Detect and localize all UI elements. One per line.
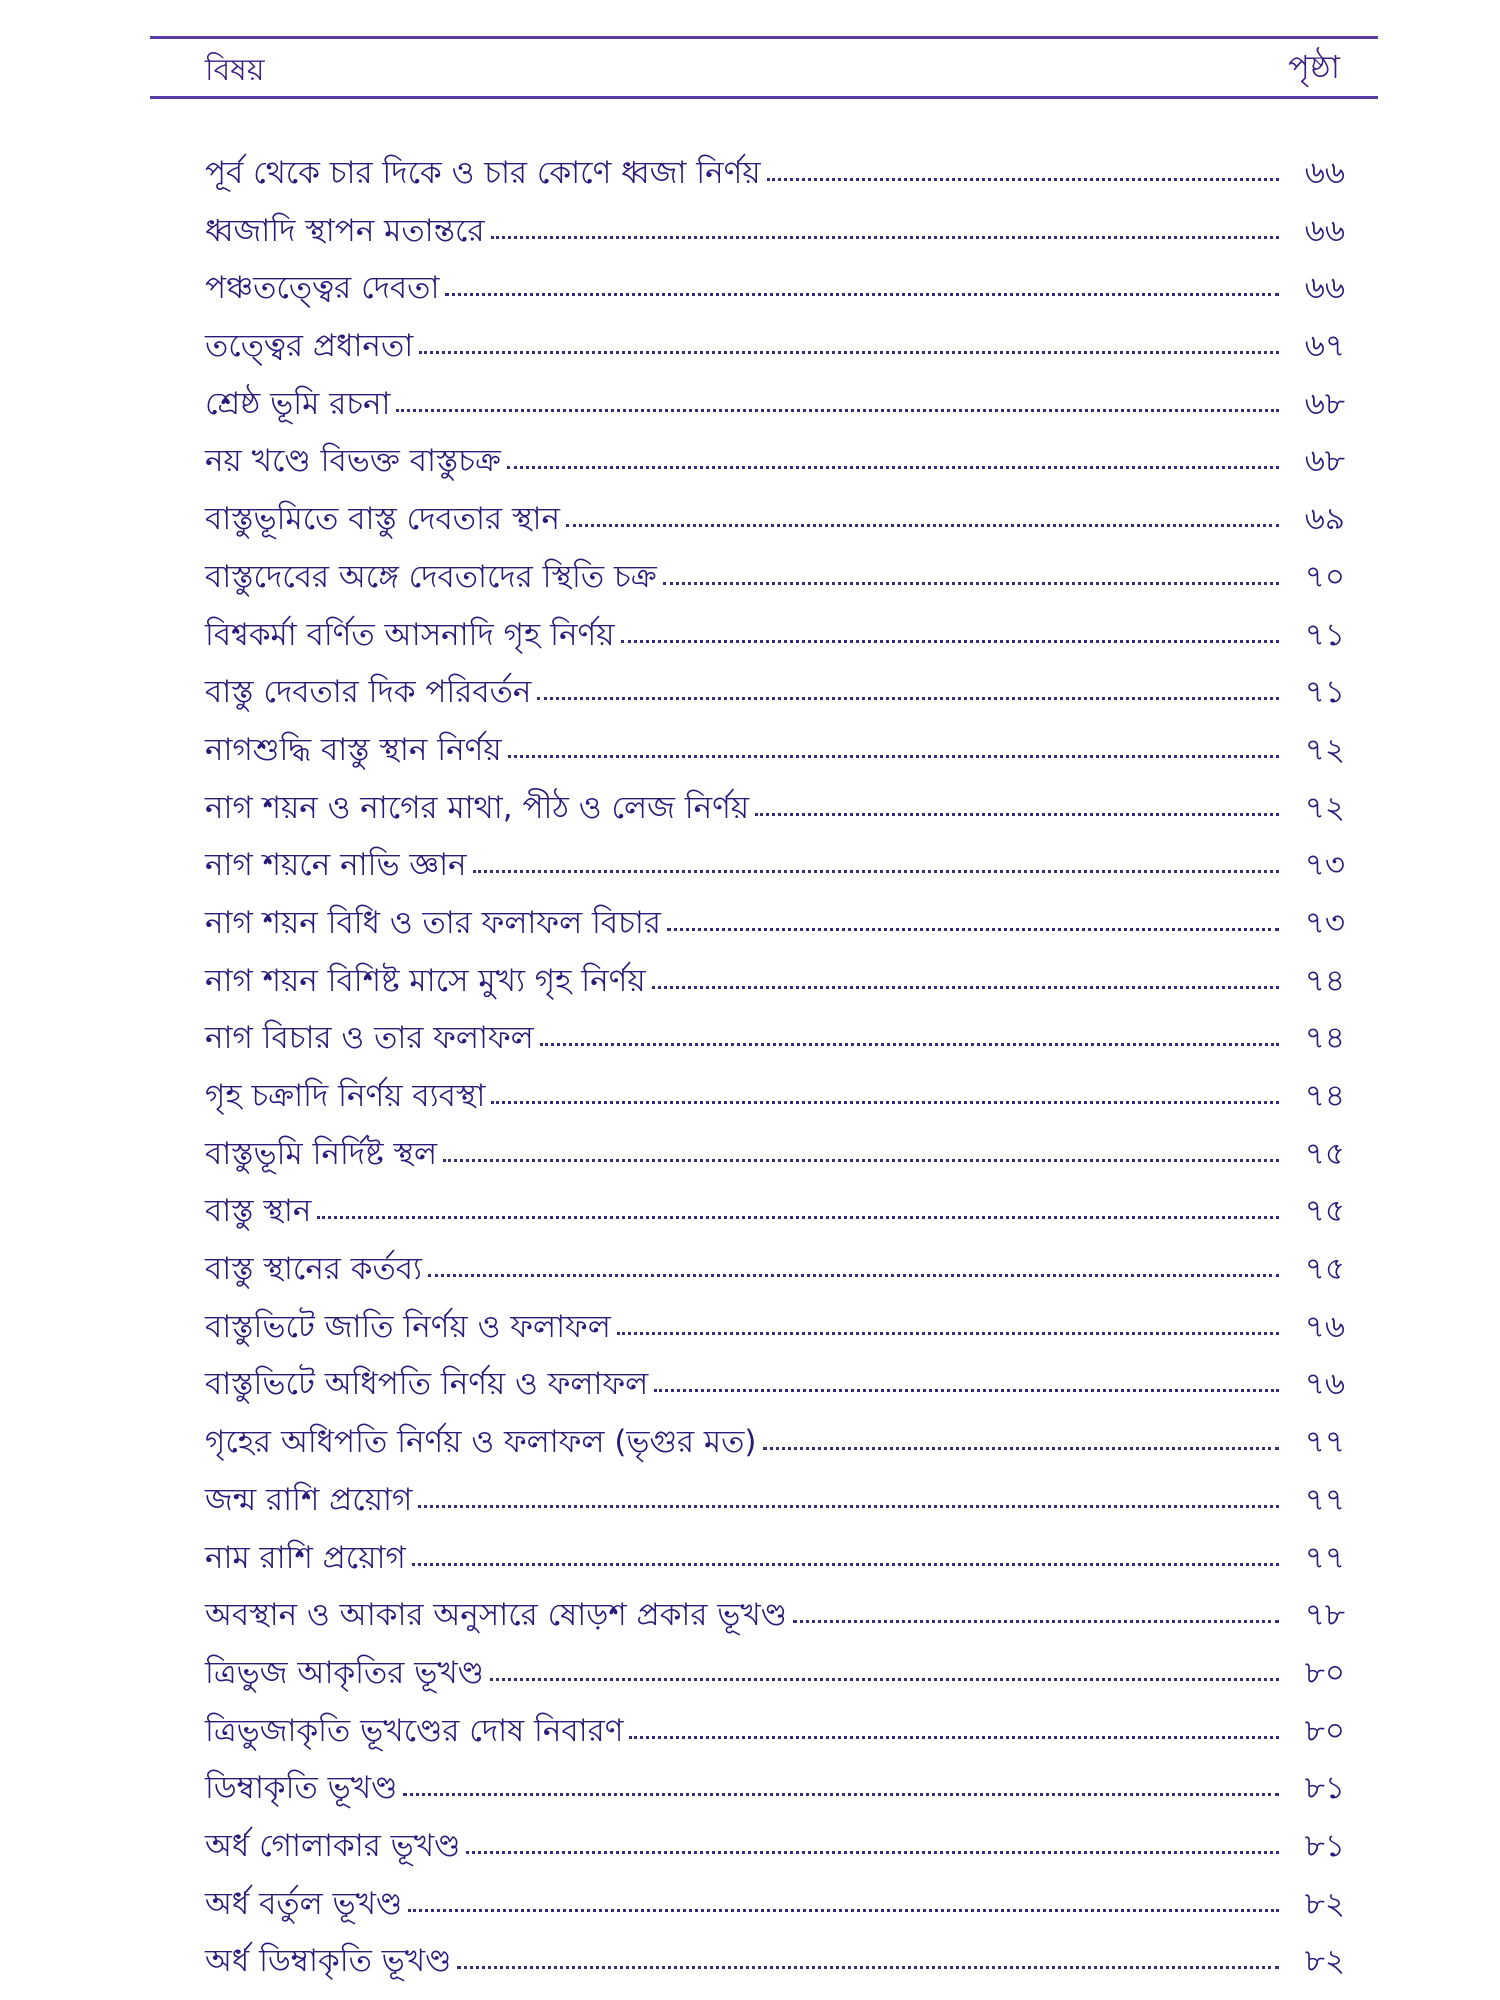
toc-entry [205,491,1345,549]
toc-entry-page: ৮১ [1304,1770,1345,1807]
toc-entry-page: ৭৭ [1304,1539,1345,1576]
toc-entry-page: ৭২ [1304,731,1345,768]
dot-leader [763,1446,1280,1450]
toc-entry [205,1530,1345,1588]
dot-leader [540,1042,1279,1046]
dot-leader [617,1331,1279,1335]
toc-entry [205,1472,1345,1530]
toc-entry [205,1703,1345,1761]
toc-entry-title: বিশ্বকর্মা বর্ণিত আসনাদি গৃহ নির্ণয় [205,616,615,653]
toc-entry-title: ডিম্বাকৃতি ভূখণ্ড [205,1770,398,1807]
toc-entry [205,780,1345,838]
toc-entry-page: ৬৬ [1304,270,1345,307]
toc-entry [205,318,1345,376]
toc-entry-title: গৃহের অধিপতি নির্ণয় ও ফলাফল (ভৃগুর মত) [205,1424,757,1461]
toc-entry-title: ধ্বজাদি স্থাপন মতান্তরে [205,212,485,249]
toc-entry-title: জন্ম রাশি প্রয়োগ [205,1481,413,1518]
toc-entry [205,722,1345,780]
toc-entry-title: নাগ বিচার ও তার ফলাফল [205,1020,534,1057]
toc-entry-title: গৃহ চক্রাদি নির্ণয় ব্যবস্থা [205,1078,486,1114]
toc-entry-title: নাগ শয়ন বিধি ও তার ফলাফল বিচার [205,904,661,941]
toc-entry-title: অবস্থান ও আকার অনুসারে ষোড়শ প্রকার ভূখণ্ড [205,1597,788,1634]
dot-leader [419,350,1279,354]
dot-leader [490,1677,1279,1681]
toc-entry-page: ৮১ [1304,1827,1345,1864]
dot-leader [403,1792,1279,1796]
dot-leader [317,1215,1279,1219]
toc-entry-page: ৭১ [1304,674,1345,711]
toc-entry-title: পূর্ব থেকে চার দিকে ও চার কোণে ধ্বজা নির্ণয় [205,155,761,191]
toc-entry-title: বাস্তুভিটে জাতি নির্ণয় ও ফলাফল [205,1308,611,1345]
toc-entry [205,1933,1345,1991]
toc-entry-title: নাগ শয়ন ও নাগের মাথা, পীঠ ও লেজ নির্ণয় [205,789,750,826]
toc-entry-title: অর্ধ বর্তুল ভূখণ্ড [205,1885,403,1922]
toc-entry-title: নাগ শয়নে নাভি জ্ঞান [205,847,467,884]
toc-entry-page: ৭৩ [1304,847,1345,884]
toc-entry [205,1010,1345,1068]
dot-leader [408,1908,1279,1912]
dot-leader [629,1735,1279,1739]
toc-entry-title: অর্ধ ডিম্বাকৃতি ভূখণ্ড [205,1943,452,1980]
dot-leader [793,1619,1279,1623]
dot-leader [621,639,1279,643]
toc-entry [205,260,1345,318]
dot-leader [473,869,1279,873]
toc-entry [205,1068,1345,1126]
toc-entry-page: ৬৭ [1304,328,1345,365]
toc-entry [205,1126,1345,1184]
dot-leader [667,927,1279,931]
toc-entry [205,376,1345,434]
dot-leader [767,177,1279,181]
header-bottom-rule [150,96,1378,99]
toc-entry [205,953,1345,1011]
toc-entry-title: অর্ধ গোলাকার ভূখণ্ড [205,1827,461,1864]
dot-leader [508,754,1279,758]
toc-entry-page: ৬৬ [1304,155,1345,191]
toc-entry [205,1241,1345,1299]
toc-entry-title: নাগশুদ্ধি বাস্তু স্থান নির্ণয় [205,731,502,768]
toc-entry [205,1183,1345,1241]
dot-leader [755,812,1279,816]
toc-entry-page: ৭৫ [1304,1251,1345,1288]
toc-entry-page: ৭৩ [1304,904,1345,941]
toc-entry [205,1587,1345,1645]
toc-entry-page: ৬৬ [1304,212,1345,249]
toc-entry-title: ত্রিভুজ আকৃতির ভূখণ্ড [205,1654,484,1691]
toc-entry [205,1876,1345,1934]
toc-entry-title: বাস্তু স্থানের কর্তব্য [205,1251,422,1288]
toc-entry-title: নাগ শয়ন বিশিষ্ট মাসে মুখ্য গৃহ নির্ণয় [205,962,646,999]
toc-entry-title: তত্ত্বের প্রধানতা [205,328,414,365]
toc-entry-page: ৮২ [1304,1885,1345,1922]
toc-entry-page: ৭৪ [1304,1020,1345,1057]
dot-leader [418,1504,1279,1508]
toc-entry-title: নাম রাশি প্রয়োগ [205,1539,406,1576]
toc-entry [205,1760,1345,1818]
toc-entry [205,1299,1345,1357]
toc-entry-page: ৮০ [1304,1654,1345,1691]
dot-leader [507,465,1279,469]
dot-leader [654,1388,1279,1392]
toc-entry-page: ৭৬ [1304,1308,1345,1345]
toc-entry [205,895,1345,953]
toc-entry-title: নয় খণ্ডে বিভক্ত বাস্তুচক্র [205,443,501,480]
toc-entry [205,433,1345,491]
dot-leader [412,1562,1279,1566]
toc-entry-title: পঞ্চতত্ত্বের দেবতা [205,270,440,307]
toc-entry [205,607,1345,665]
toc-entry-title: বাস্তুদেবের অঙ্গে দেবতাদের স্থিতি চক্র [205,558,657,595]
subject-heading: বিষয় [205,53,265,88]
toc-entry-title: বাস্তুভূমিতে বাস্তু দেবতার স্থান [205,501,560,538]
toc-entry-title: বাস্তু স্থান [205,1193,312,1230]
toc-entry-title: শ্রেষ্ঠ ভূমি রচনা [205,385,391,422]
dot-leader [491,235,1279,239]
toc-entry [205,837,1345,895]
toc-entry [205,203,1345,261]
toc-entry-page: ৭০ [1304,558,1345,595]
toc-entry-title: বাস্তুভূমি নির্দিষ্ট স্থল [205,1135,438,1172]
dot-leader [466,1850,1279,1854]
dot-leader [537,696,1279,700]
toc-entry [205,1818,1345,1876]
toc-entry-page: ৭৭ [1304,1481,1345,1518]
toc-entry-page: ৭২ [1304,789,1345,826]
toc-entry-title: ত্রিভুজাকৃতি ভূখণ্ডের দোষ নিবারণ [205,1712,624,1749]
dot-leader [443,1158,1279,1162]
dot-leader [396,408,1279,412]
dot-leader [457,1965,1279,1969]
toc-entry [205,664,1345,722]
toc-entry-page: ৮২ [1304,1943,1345,1980]
dot-leader [566,523,1279,527]
toc-entry [205,145,1345,203]
toc-entry-page: ৭৭ [1304,1424,1345,1461]
toc-entry-page: ৭৮ [1304,1597,1345,1634]
page-heading: পৃষ্ঠা [1288,48,1340,86]
toc-entry-page: ৭৫ [1304,1193,1345,1230]
toc-entry-page: ৭৪ [1304,962,1345,999]
toc-entry-page: ৬৮ [1304,443,1345,480]
toc-entry-page: ৭৬ [1304,1366,1345,1403]
toc-entry [205,1414,1345,1472]
toc-entry-page: ৬৮ [1304,385,1345,422]
toc-entry [205,549,1345,607]
toc-entry [205,1645,1345,1703]
toc-entry-page: ৭৪ [1304,1078,1345,1114]
dot-leader [663,581,1279,585]
toc-entry-title: বাস্তুভিটে অধিপতি নির্ণয় ও ফলাফল [205,1366,649,1403]
toc-entry-page: ৬৯ [1304,501,1345,538]
dot-leader [652,985,1279,989]
dot-leader [428,1273,1279,1277]
toc-entry-page: ৭৫ [1304,1135,1345,1172]
toc-entry-page: ৮০ [1304,1712,1345,1749]
toc-entry-title: বাস্তু দেবতার দিক পরিবর্তন [205,674,532,711]
table-of-contents [205,145,1345,1991]
toc-entry-page: ৭১ [1304,616,1345,653]
header-top-rule [150,36,1378,39]
dot-leader [491,1100,1279,1104]
toc-entry [205,1356,1345,1414]
dot-leader [445,292,1279,296]
